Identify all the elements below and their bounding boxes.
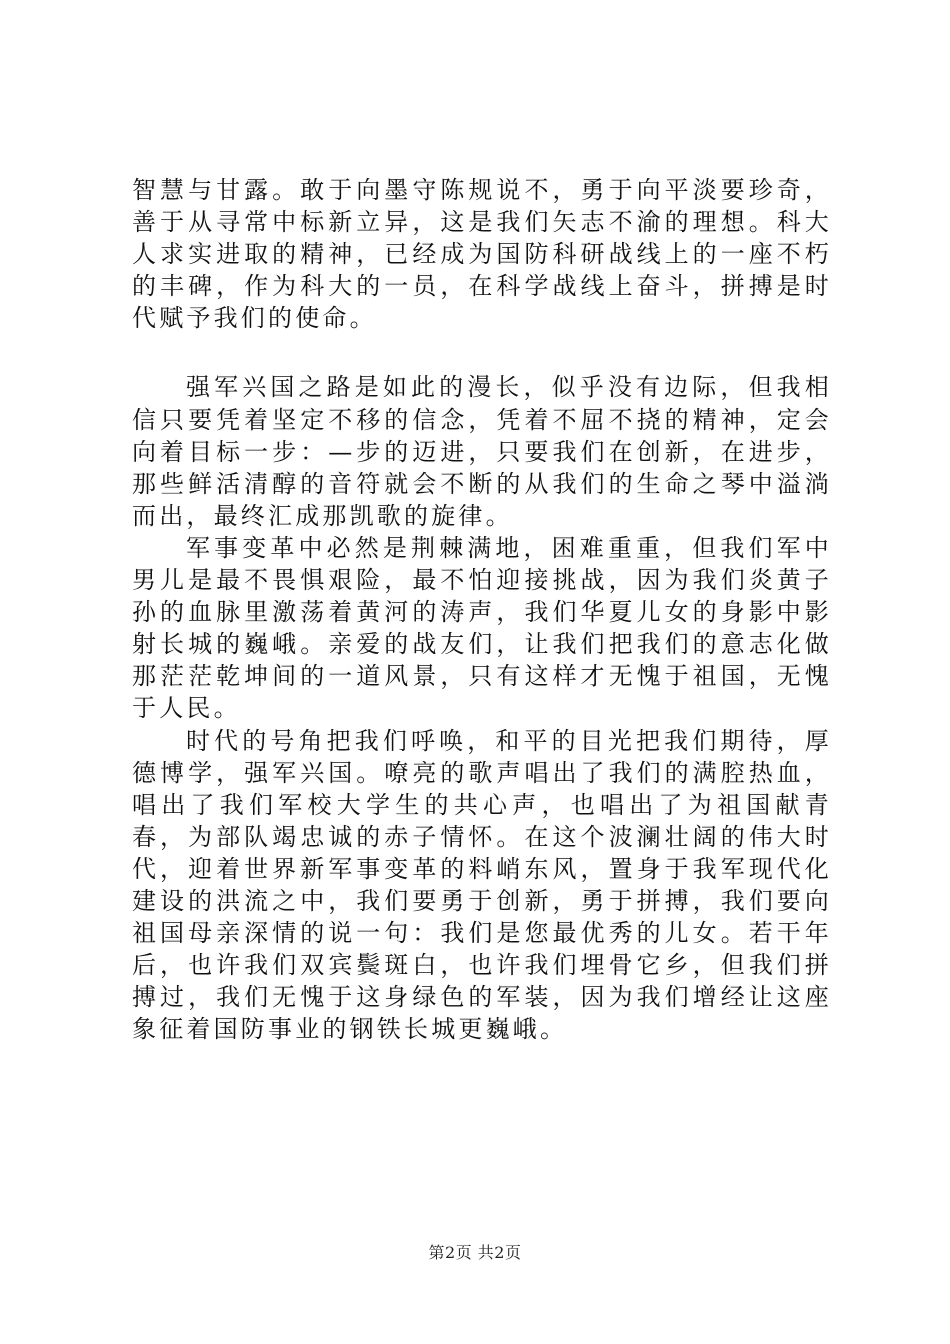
paragraph-continuation: 智慧与甘露。敢于向墨守陈规说不，勇于向平淡要珍奇，善于从寻常中标新立异，这是我们矢志不渝的理想。科大人求实进取的精神，已经成为国防科研战线上的一座不朽的丰碑，作为科大的一员，在科学战线上奋斗，拼搏是时代赋予我们的使命。: [132, 176, 832, 333]
paragraph: 时代的号角把我们呼唤，和平的目光把我们期待，厚德博学，强军兴国。嘹亮的歌声唱出了我们的满腔热血，唱出了我们军校大学生的共心声，也唱出了为祖国献青春，为部队竭忠诚的赤子情怀。在这个波澜壮阔的伟大时代，迎着世界新军事变革的料峭东风，置身于我军现代化建设的洪流之中，我们要勇于创新，勇于拼搏，我们要向祖国母亲深情的说一句：我们是您最优秀的儿女。若干年后，也许我们双宾鬓斑白，也许我们埋骨它乡，但我们拼搏过，我们无愧于这身绿色的军装，因为我们增经让这座象征着国防事业的钢铁长城更巍峨。: [132, 726, 832, 1044]
document-body: [132, 174, 832, 1045]
paragraph: 军事变革中必然是荆棘满地，困难重重，但我们军中男儿是最不畏惧艰险，最不怕迎接挑战，因为我们炎黄子孙的血脉里激荡着黄河的涛声，我们华夏儿女的身影中影射长城的巍峨。亲爱的战友们，让我们把我们的意志化做那茫茫乾坤间的一道风景，只有这样才无愧于祖国，无愧于人民。: [132, 533, 832, 723]
paragraph: 强军兴国之路是如此的漫长，似乎没有边际，但我相信只要凭着坚定不移的信念，凭着不屈不挠的精神，定会向着目标一步：—步的迈进，只要我们在创新，在进步，那些鲜活清醇的音符就会不断的从我们的生命之琴中溢淌而出，最终汇成那凯歌的旋律。: [132, 373, 832, 530]
page-footer: 第2页 共2页: [428, 1243, 522, 1262]
paragraph-gap: [132, 334, 832, 371]
